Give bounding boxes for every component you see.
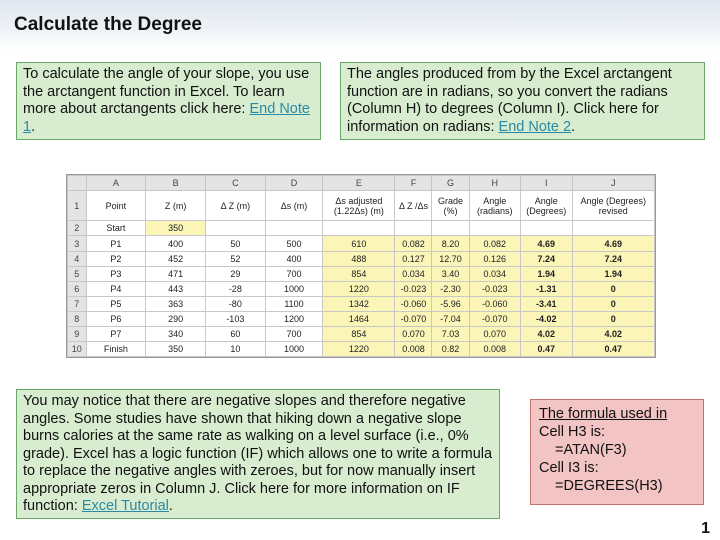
table-cell: -7.04 — [432, 311, 469, 326]
row-number: 3 — [68, 236, 87, 251]
table-cell: 1200 — [265, 311, 323, 326]
table-row — [68, 326, 655, 341]
row-number: 4 — [68, 251, 87, 266]
table-cell: P4 — [86, 281, 146, 296]
table-row — [68, 236, 655, 251]
table-cell: 7.24 — [521, 251, 572, 266]
column-letter-c: C — [205, 176, 265, 191]
table-cell: 4.69 — [572, 236, 654, 251]
table-cell: 400 — [146, 236, 206, 251]
table-cell: 700 — [265, 326, 323, 341]
formula-note-line-5: =DEGREES(H3) — [555, 478, 663, 494]
table-cell: 29 — [205, 266, 265, 281]
formula-note-line-3: =ATAN(F3) — [555, 442, 627, 458]
table-cell: 7.24 — [572, 251, 654, 266]
table-cell: 0.070 — [395, 326, 432, 341]
table-cell: -0.070 — [469, 311, 520, 326]
radians-note-text: The angles produced from by the Excel arctangent function are in radians, so you convert the radians (Column H) to degrees (Column I). Click here for information on radians: — [347, 66, 672, 135]
table-row — [68, 221, 655, 236]
table-row — [68, 311, 655, 326]
table-cell: 0 — [572, 311, 654, 326]
spreadsheet-table — [67, 175, 655, 357]
row-number: 6 — [68, 281, 87, 296]
table-cell — [265, 221, 323, 236]
table-cell: 0.082 — [469, 236, 520, 251]
table-row — [68, 281, 655, 296]
table-cell: 290 — [146, 311, 206, 326]
table-cell: 1464 — [323, 311, 395, 326]
table-cell: -3.41 — [521, 296, 572, 311]
table-cell: 700 — [265, 266, 323, 281]
column-letter-j: J — [572, 176, 654, 191]
table-cell: -0.060 — [395, 296, 432, 311]
table-cell: 0.034 — [469, 266, 520, 281]
table-cell: Finish — [86, 341, 146, 356]
row-number: 10 — [68, 341, 87, 356]
table-cell: 500 — [265, 236, 323, 251]
negative-angles-note-box — [16, 389, 500, 519]
column-letter-b: B — [146, 176, 206, 191]
header-cell: Δ Z /Δs — [395, 191, 432, 221]
table-cell: 0.82 — [432, 341, 469, 356]
header-cell: Point — [86, 191, 146, 221]
table-cell: 4.69 — [521, 236, 572, 251]
table-cell: 854 — [323, 266, 395, 281]
end-note-1-link[interactable]: End Note 1 — [23, 101, 310, 135]
column-letter-h: H — [469, 176, 520, 191]
formula-note-line-1: The formula used in — [539, 406, 668, 422]
table-cell: 340 — [146, 326, 206, 341]
table-cell: -103 — [205, 311, 265, 326]
row-number: 8 — [68, 311, 87, 326]
table-cell — [395, 221, 432, 236]
column-letter-e: E — [323, 176, 395, 191]
corner-cell — [68, 176, 87, 191]
radians-note-box — [340, 62, 705, 140]
table-cell: 1100 — [265, 296, 323, 311]
table-cell: 1000 — [265, 341, 323, 356]
end-note-2-link[interactable]: End Note 2 — [498, 118, 572, 135]
table-cell: 8.20 — [432, 236, 469, 251]
table-cell — [469, 221, 520, 236]
table-cell: -0.060 — [469, 296, 520, 311]
table-cell: 1342 — [323, 296, 395, 311]
column-letter-d: D — [265, 176, 323, 191]
table-cell: 1220 — [323, 281, 395, 296]
table-cell: P1 — [86, 236, 146, 251]
table-cell — [521, 221, 572, 236]
slide-title: Calculate the Degree — [14, 14, 202, 35]
table-cell: 0.47 — [521, 341, 572, 356]
table-cell: 4.02 — [572, 326, 654, 341]
table-cell: -0.023 — [469, 281, 520, 296]
formula-note-line-2: Cell H3 is: — [539, 424, 606, 440]
column-header-row — [68, 176, 655, 191]
table-row — [68, 341, 655, 356]
table-cell: P2 — [86, 251, 146, 266]
row-number: 9 — [68, 326, 87, 341]
table-cell: -1.31 — [521, 281, 572, 296]
table-row — [68, 266, 655, 281]
spreadsheet-image — [66, 174, 656, 358]
table-cell: 452 — [146, 251, 206, 266]
column-letter-g: G — [432, 176, 469, 191]
table-cell: 1.94 — [572, 266, 654, 281]
table-cell: 60 — [205, 326, 265, 341]
table-cell: 3.40 — [432, 266, 469, 281]
arctangent-note-text: To calculate the angle of your slope, you use the arctangent function in Excel. To learn more about arctangents click here: — [23, 66, 310, 117]
table-cell: 50 — [205, 236, 265, 251]
table-cell: -2.30 — [432, 281, 469, 296]
arctangent-note-box — [16, 62, 321, 140]
table-cell: -0.023 — [395, 281, 432, 296]
table-cell: 10 — [205, 341, 265, 356]
table-cell: 0.034 — [395, 266, 432, 281]
row-number: 7 — [68, 296, 87, 311]
negative-angles-note-text: You may notice that there are negative slopes and therefore negative angles. Some studies have shown that hiking down a negative slope burns calories at the same rate as walking on a level surface (i.e., 0% grade). Excel has a logic function (IF) which allows one to write a formula to replace the negative angles with zeroes, but for now manually insert appropriate zeros in Column J. Click here for more information on IF function: — [23, 393, 493, 514]
header-cell: Δs (m) — [265, 191, 323, 221]
page-number: 1 — [701, 520, 710, 537]
table-cell: 0.126 — [469, 251, 520, 266]
header-cell: Angle (Degrees) — [521, 191, 572, 221]
header-cell: Grade (%) — [432, 191, 469, 221]
table-cell: -28 — [205, 281, 265, 296]
table-cell: -4.02 — [521, 311, 572, 326]
table-cell: 443 — [146, 281, 206, 296]
table-cell: 610 — [323, 236, 395, 251]
formula-note-box — [530, 399, 704, 505]
table-cell: P3 — [86, 266, 146, 281]
table-cell: 350 — [146, 341, 206, 356]
table-cell: -0.070 — [395, 311, 432, 326]
negative-angles-note-tail: . — [168, 498, 173, 514]
row-number: 1 — [68, 191, 87, 221]
table-cell: P6 — [86, 311, 146, 326]
table-cell: 12.70 — [432, 251, 469, 266]
table-cell — [323, 221, 395, 236]
table-cell: 4.02 — [521, 326, 572, 341]
column-letter-i: I — [521, 176, 572, 191]
header-row — [68, 191, 655, 221]
row-number: 5 — [68, 266, 87, 281]
header-cell: Δ Z (m) — [205, 191, 265, 221]
table-cell: 0 — [572, 296, 654, 311]
table-cell: 1000 — [265, 281, 323, 296]
table-cell: 52 — [205, 251, 265, 266]
table-cell: 400 — [265, 251, 323, 266]
table-cell: 1220 — [323, 341, 395, 356]
table-cell — [572, 221, 654, 236]
radians-note-tail: . — [571, 118, 576, 135]
arctangent-note-tail: . — [31, 118, 36, 135]
table-cell — [205, 221, 265, 236]
table-cell: 363 — [146, 296, 206, 311]
header-cell: Δs adjusted (1.22Δs) (m) — [323, 191, 395, 221]
header-cell: Z (m) — [146, 191, 206, 221]
formula-note-line-4: Cell I3 is: — [539, 460, 599, 476]
table-cell: 0.127 — [395, 251, 432, 266]
excel-tutorial-link[interactable]: Excel Tutorial — [81, 498, 169, 514]
table-cell: 0.082 — [395, 236, 432, 251]
table-cell: 1.94 — [521, 266, 572, 281]
table-cell: -80 — [205, 296, 265, 311]
table-cell: 0.070 — [469, 326, 520, 341]
table-cell: 0.008 — [469, 341, 520, 356]
header-cell: Angle (Degrees) revised — [572, 191, 654, 221]
table-cell: 350 — [146, 221, 206, 236]
table-cell: 0.008 — [395, 341, 432, 356]
table-row — [68, 251, 655, 266]
table-cell: Start — [86, 221, 146, 236]
table-cell: 0.47 — [572, 341, 654, 356]
table-row — [68, 296, 655, 311]
column-letter-f: F — [395, 176, 432, 191]
table-cell: 471 — [146, 266, 206, 281]
header-cell: Angle (radians) — [469, 191, 520, 221]
column-letter-a: A — [86, 176, 146, 191]
table-cell: 7.03 — [432, 326, 469, 341]
table-cell: 0 — [572, 281, 654, 296]
table-cell: 854 — [323, 326, 395, 341]
table-cell: -5.96 — [432, 296, 469, 311]
row-number: 2 — [68, 221, 87, 236]
table-cell: P5 — [86, 296, 146, 311]
table-cell: 488 — [323, 251, 395, 266]
table-cell: P7 — [86, 326, 146, 341]
table-cell — [432, 221, 469, 236]
